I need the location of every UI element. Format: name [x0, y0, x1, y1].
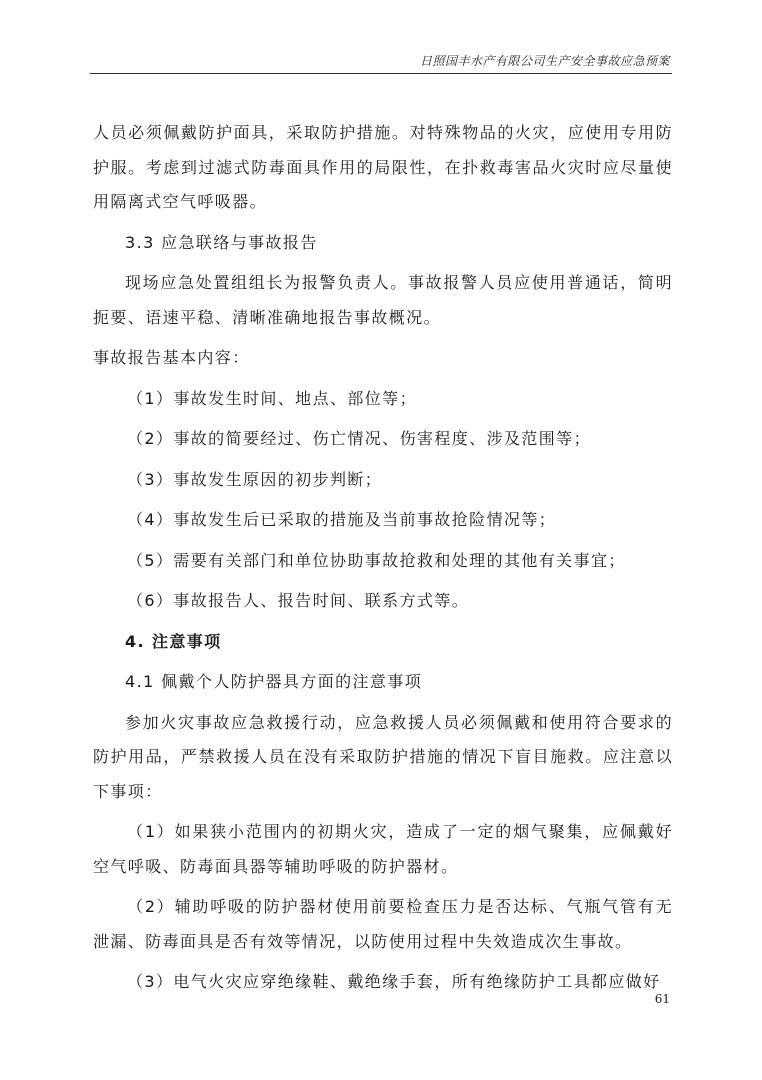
paragraph: 现场应急处置组组长为报警负责人。事故报警人员应使用普通话，简明扼要、语速平稳、清晰准确地报告事故概况。	[93, 273, 673, 327]
list-item: （3）事故发生原因的初步判断；	[127, 469, 383, 489]
body-text	[93, 116, 673, 1006]
list-item: （1）事故发生时间、地点、部位等；	[127, 388, 417, 408]
paragraph: 参加火灾事故应急救援行动，应急救援人员必须佩戴和使用符合要求的防护用品，严禁救援人员在没有采取防护措施的情况下盲目施救。应注意以下事项：	[93, 712, 673, 801]
list-item: （1）如果狭小范围内的初期火灾，造成了一定的烟气聚集，应佩戴好空气呼吸、防毒面具器等辅助呼吸的防护器材。	[93, 822, 673, 876]
paragraph: 事故报告基本内容：	[93, 348, 250, 367]
section-heading: 4.1 佩戴个人防护器具方面的注意事项	[125, 672, 423, 691]
chapter-heading: 4. 注意事项	[125, 631, 222, 651]
list-item: （2）事故的简要经过、伤亡情况、伤害程度、涉及范围等；	[127, 429, 591, 448]
list-item: （4）事故发生后已采取的措施及当前事故抢险情况等；	[127, 510, 557, 529]
paragraph: 人员必须佩戴防护面具，采取防护措施。对特殊物品的火灾，应使用专用防护服。考虑到过滤式防毒面具作用的局限性，在扑救毒害品火灾时应尽量使用隔离式空气呼吸器。	[93, 123, 673, 211]
list-item: （6）事故报告人、报告时间、联系方式等。	[127, 591, 470, 610]
list-item: （5）需要有关部门和单位协助事故抢救和处理的其他有关事宜；	[127, 550, 626, 570]
page-number: 61	[654, 992, 670, 1006]
page-header: 日照国丰水产有限公司生产安全事故应急预案	[419, 54, 670, 68]
list-item: （3）电气火灾应穿绝缘鞋、戴绝缘手套，所有绝缘防护工具都应做好	[127, 972, 661, 991]
section-heading: 3.3 应急联络与事故报告	[125, 232, 318, 252]
list-item: （2）辅助呼吸的防护器材使用前要检查压力是否达标、气瓶气管有无泄漏、防毒面具是否有效等情况，以防使用过程中失效造成次生事故。	[93, 897, 673, 951]
header-rule	[90, 73, 672, 74]
